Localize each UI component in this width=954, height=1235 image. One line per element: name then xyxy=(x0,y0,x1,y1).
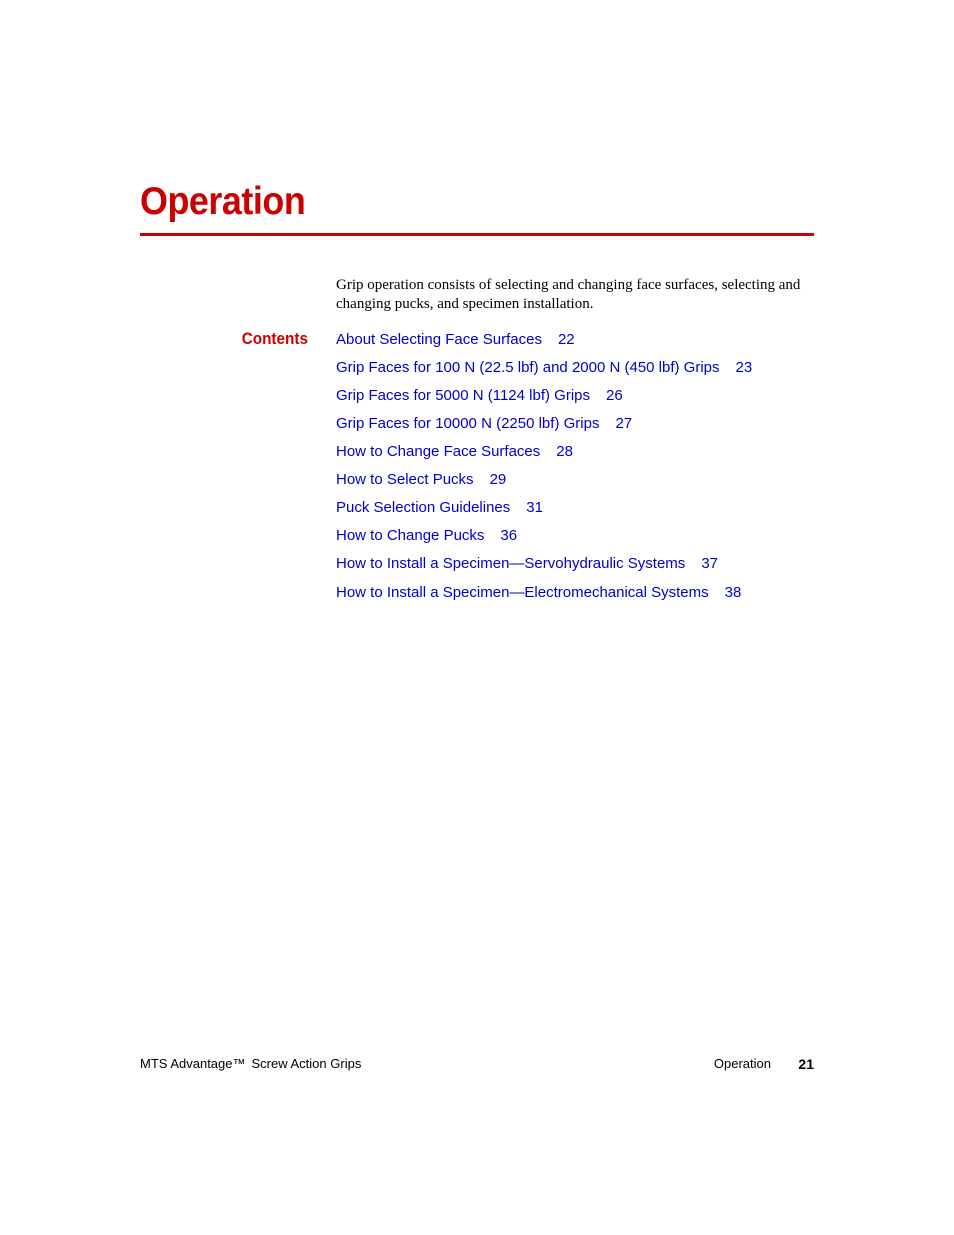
toc-page-number: 31 xyxy=(526,499,543,516)
toc-link-label: How to Change Face Surfaces xyxy=(336,443,541,460)
toc-link-label: Puck Selection Guidelines xyxy=(336,499,511,516)
toc-link-how-to-select-pucks[interactable] xyxy=(336,470,752,498)
intro-paragraph: Grip operation consists of selecting and changing face surfaces, selecting and changing pucks, and specimen installation. xyxy=(336,277,801,312)
footer-page-number: 21 xyxy=(798,1056,814,1072)
toc-link-label: How to Change Pucks xyxy=(336,527,485,544)
footer-product xyxy=(140,1056,361,1071)
toc-page-number: 23 xyxy=(735,359,753,376)
table-of-contents xyxy=(336,330,752,611)
toc-link-label: About Selecting Face Surfaces xyxy=(336,331,542,348)
toc-page-number: 38 xyxy=(724,584,742,601)
toc-link-label: How to Install a Specimen—Servohydraulic Systems xyxy=(336,555,686,572)
toc-link-about-selecting-face-surfaces[interactable] xyxy=(336,330,752,358)
footer-section-name: Operation xyxy=(713,1056,771,1071)
footer-product-subtitle: Screw Action Grips xyxy=(251,1056,362,1071)
toc-link-grip-faces-10000n[interactable] xyxy=(336,414,752,442)
toc-link-label: Grip Faces for 100 N (22.5 lbf) and 2000 N (450 lbf) Grips xyxy=(336,359,720,376)
toc-link-grip-faces-100n-2000n[interactable] xyxy=(336,358,752,386)
toc-link-install-specimen-electromechanical[interactable] xyxy=(336,583,752,611)
toc-page-number: 22 xyxy=(557,331,575,348)
toc-page-number: 29 xyxy=(489,471,507,488)
toc-link-label: Grip Faces for 10000 N (2250 lbf) Grips xyxy=(336,415,600,432)
toc-page-number: 27 xyxy=(615,415,633,432)
toc-link-how-to-change-pucks[interactable] xyxy=(336,526,752,554)
toc-link-install-specimen-servohydraulic[interactable] xyxy=(336,554,752,582)
toc-link-label: Grip Faces for 5000 N (1124 lbf) Grips xyxy=(336,387,590,404)
toc-link-how-to-change-face-surfaces[interactable] xyxy=(336,442,752,470)
toc-page-number: 28 xyxy=(556,443,573,460)
toc-link-label: How to Install a Specimen—Electromechanical Systems xyxy=(336,584,709,601)
title-rule xyxy=(140,233,814,236)
toc-link-puck-selection-guidelines[interactable] xyxy=(336,498,752,526)
toc-page-number: 36 xyxy=(500,527,518,544)
footer-product-name: MTS Advantage™ xyxy=(140,1056,246,1071)
toc-page-number: 26 xyxy=(606,387,623,404)
toc-link-label: How to Select Pucks xyxy=(336,471,474,488)
chapter-title: Operation xyxy=(140,180,306,223)
toc-page-number: 37 xyxy=(701,555,718,572)
contents-heading: Contents xyxy=(241,329,308,348)
toc-link-grip-faces-5000n[interactable] xyxy=(336,386,752,414)
